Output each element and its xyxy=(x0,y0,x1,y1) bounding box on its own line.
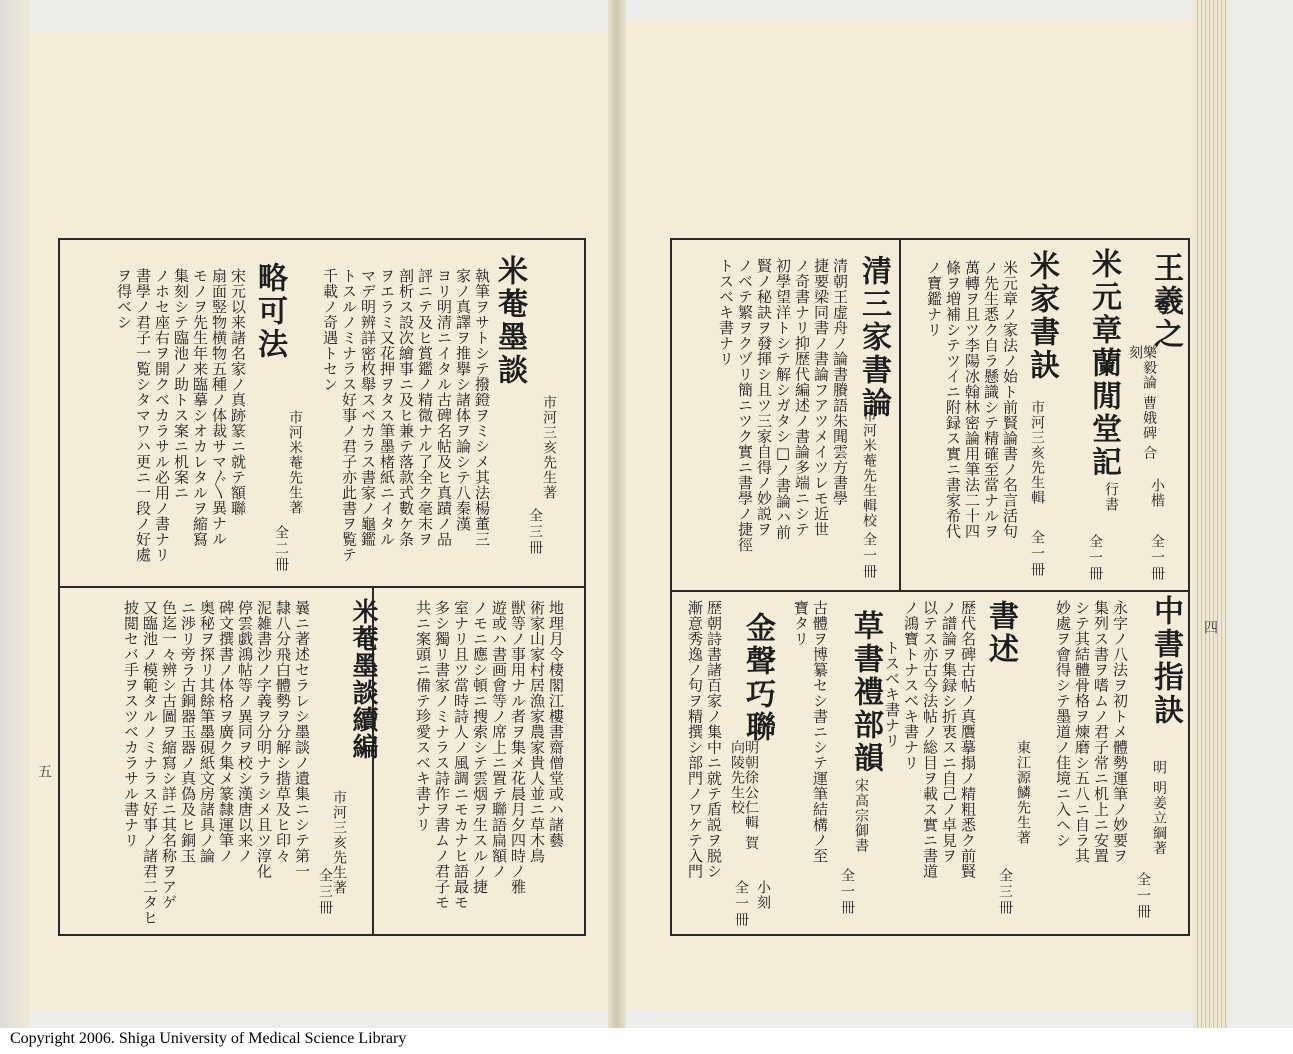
entry-volumes: 全一冊 xyxy=(1087,534,1103,582)
entry-volumes: 全一冊 xyxy=(1149,534,1165,582)
entry-title: 王羲之 xyxy=(1148,252,1183,351)
entry-body-line: 千載ノ奇遇トセン xyxy=(321,268,339,392)
left-horizontal-divider xyxy=(58,586,586,588)
entry-body-line: 初學望洋トシテ解シガタシ□ノ書論ハ前 xyxy=(774,258,792,540)
entry-author: 明朝徐公仁輯 賀向陵先生校 xyxy=(729,740,759,851)
entry-title: 米菴墨談 xyxy=(492,255,527,387)
entry-title: 金聲巧聯 xyxy=(740,612,775,744)
entry-title: 清三家書論 xyxy=(856,255,891,420)
entry-body-line: シテ其結體骨格ヲ煉磨シ五八ニ自ラ其 xyxy=(1073,600,1091,864)
entry-body-line: 曩ニ著述セラレシ墨談ノ遺集ニシテ第一 xyxy=(293,600,311,879)
entry-body-line: 色迄一々辨シ古圖ヲ縮寫シ詳ニ其名称ヲアゲ xyxy=(160,600,178,910)
entry-body-line: 多シ獨リ書家ノミナラス詩作ヲ書ムノ君子モ xyxy=(433,600,451,910)
entry-body-line: ノ奇書ナリ抑歴代編述ノ書論多端ニシテ xyxy=(793,258,811,537)
entry-author: 市河三亥先生輯 xyxy=(1029,400,1045,505)
entry-volumes: 全三冊 xyxy=(527,508,543,556)
entry-body-line: ノホセ座右ヲ開クベカラサル必用ノ書ナリ xyxy=(153,268,171,563)
entry-body-line: マデ明辨詳密枚舉スベカラス書家ノ龜鑑 xyxy=(359,268,377,547)
entry-body-line: 集列ス書ヲ嗜ムノ君子常ニ机上ニ安置 xyxy=(1092,600,1110,864)
entry-body-line: 執筆ヲサトシテ撥鐙ヲミシメ其法楊董三 xyxy=(473,268,491,547)
entry-title: 略可法 xyxy=(252,262,287,361)
entry-author: 市河三亥先生著 xyxy=(331,790,347,895)
entry-title: 中書指訣 xyxy=(1148,595,1183,727)
left-book-edge xyxy=(0,0,30,1028)
entry-author: 市河米菴先生輯校 xyxy=(861,408,877,528)
entry-body-line: 歴朝詩書諸百家ノ集中ニ就テ盾説ヲ脱シ xyxy=(705,600,723,879)
entry-author: 明 明姜立綱著 xyxy=(1151,760,1167,856)
entry-body-line: 米元章ノ家法ノ始ト前賢論書ノ名言活句 xyxy=(1001,260,1019,539)
book-spine xyxy=(608,0,626,1028)
entry-body-line: 書學ノ君子一覧シタマワハ更ニ一段ノ好處 xyxy=(134,268,152,563)
entry-volumes: 全一冊 xyxy=(1135,872,1151,920)
entry-volumes: 全一冊 xyxy=(839,868,855,916)
entry-body-line: モノヲ先生年来臨摹シオカレタルヲ縮寫 xyxy=(191,268,209,547)
entry-author: 東江源鱗先生著 xyxy=(1015,740,1031,845)
entry-body-line: 以テス亦古今法帖ノ総目ヲ載ス實ニ書道 xyxy=(921,600,939,879)
entry-body-line: 又臨池ノ模範タルノミナラス好事ノ諸君二タヒ xyxy=(141,600,159,926)
entry-author: 市河米菴先生著 xyxy=(287,410,303,515)
entry-body-line: 妙處ヲ會得シテ墨道ノ佳境ニ入ヘシ xyxy=(1054,600,1072,848)
entry-body-line: 捷要梁同書ノ書論フアツメイツレモ近世 xyxy=(812,258,830,537)
entry-body-line: 術家山家村居漁家農家貴人並ニ草木鳥 xyxy=(528,600,546,864)
entry-subtitle: 樂毅論 曹娥碑 合刻 xyxy=(1127,345,1157,461)
entry-body-line: 宋元以来諸名家ノ真跡篆ニ就テ額聯 xyxy=(229,268,247,516)
entry-body-line: 室ナリ且ツ當時詩人ノ風調ニモカナヒ語最モ xyxy=(452,600,470,910)
entry-body-line: 萬轉ヲ且ツ李陽冰翰林密論用筆法二十四 xyxy=(963,260,981,539)
entry-script: 行書 xyxy=(1103,482,1119,512)
entry-body-line: トスルノミナラス好事ノ君子亦此書ヲ覧テ xyxy=(340,268,358,563)
entry-volumes: 全一冊 xyxy=(1029,530,1045,578)
entry-script: 小楷 xyxy=(1149,478,1165,508)
entry-body-line: 碑文撰書ノ体格ヲ廣ク集メ篆隸運筆ノ xyxy=(217,600,235,864)
entry-body-line: 永字ノ八法ヲ初トメ體勢運筆ノ妙要ヲ xyxy=(1111,600,1129,864)
entry-body-line: 條ヲ増補シテツイニ附録ス實ニ書家希代 xyxy=(944,260,962,539)
right-horizontal-divider xyxy=(670,590,1190,592)
entry-title: 米家書訣 xyxy=(1024,250,1059,382)
entry-volumes: 全三冊 xyxy=(317,868,333,916)
entry-volumes: 全一冊 xyxy=(861,532,877,580)
entry-title: 米菴墨談續編 xyxy=(348,598,378,760)
entry-volumes: 全一冊 xyxy=(733,880,749,928)
entry-body-line: ノ寶鑑ナリ xyxy=(925,260,943,338)
entry-body-line: ヨリ明清ニイタル古碑名帖及ヒ真蹟ノ品 xyxy=(435,268,453,547)
right-page-stack xyxy=(1194,0,1228,1028)
right-folio: 四 xyxy=(1202,620,1218,634)
entry-body-line: 奥秘ヲ探リ其餘筆墨硯紙文房諸具ノ論 xyxy=(198,600,216,864)
entry-body-line: トスベキ書ナリ xyxy=(883,640,901,749)
entry-body-line: 家ノ真譯ヲ推擧シ諸体ヲ論シテ八秦漢 xyxy=(454,268,472,532)
entry-body-line: ノモニ應シ頓ニ搜索シテ雲烟ヲ生スルノ捷 xyxy=(471,600,489,895)
copyright-notice: Copyright 2006. Shiga University of Medical Science Library xyxy=(10,1030,407,1047)
entry-script: 小刻 xyxy=(755,880,771,910)
entry-body-line: 寶タリ xyxy=(792,600,810,647)
entry-body-line: 集刻シテ臨池ノ助トス案ニ机案ニ xyxy=(172,268,190,501)
entry-body-line: ノ先生悉ク自ラ懸識シテ精確至當ナルヲ xyxy=(982,260,1000,539)
entry-body-line: ヲ得ベシ xyxy=(115,268,133,330)
entry-body-line: ノベテ繁ヲクヅリ簡ニツク實ニ書學ノ捷徑 xyxy=(736,258,754,553)
entry-body-line: 共ニ案頭ニ備テ珍愛スベキ書ナリ xyxy=(414,600,432,833)
entry-author: 市河三亥先生著 xyxy=(541,395,557,500)
entry-title: 草書禮部韻 xyxy=(848,610,883,775)
entry-title: 米元章蘭閒堂記 xyxy=(1086,248,1121,479)
entry-body-line: 剖析ス設次繪事ニ及ヒ兼テ落款式數ケ条 xyxy=(397,268,415,547)
entry-body-line: 清朝王虚舟ノ論書賸語朱聞雲方書學 xyxy=(831,258,849,506)
entry-body-line: 扇面竪物横物五種ノ体裁サマ〴〵異ナル xyxy=(210,268,228,547)
entry-body-line: ノ譜論ヲ集録シ折衷スニ自己ノ卓見ヲ xyxy=(940,600,958,864)
entry-body-line: 停雲戯鴻帖等ノ異同ヲ校シ漢唐以来ノ xyxy=(236,600,254,864)
entry-author: 宋高宗御書 xyxy=(853,778,869,853)
entry-body-line: 地理月令棲閣江樓書齋僧堂或ハ諸藝 xyxy=(547,600,565,848)
entry-volumes: 全三冊 xyxy=(997,868,1013,916)
entry-title: 書述 xyxy=(983,600,1018,666)
entry-volumes: 全二冊 xyxy=(273,525,289,573)
right-upper-divider xyxy=(899,238,901,590)
entry-body-line: ヲエラミ又花押ヲタス筆墨楮紙ニイタル xyxy=(378,268,396,547)
entry-body-line: ニ渉リ旁ラ古銅器玉器ノ真偽及ヒ銅玉 xyxy=(179,600,197,864)
entry-body-line: ノ鴻寶トナスベキ書ナリ xyxy=(902,600,920,771)
entry-body-line: 遊或ハ書画會等ノ席上ニ置テ聯語扁額ノ xyxy=(490,600,508,879)
entry-body-line: 古體ヲ博纂セシ書ニシテ運筆結構ノ至 xyxy=(811,600,829,864)
entry-body-line: 隸八分飛白體勢ヲ分解シ揩草及ヒ印々 xyxy=(274,600,292,864)
left-folio: 五 xyxy=(36,764,52,778)
entry-body-line: 歴代名碑古帖ノ真贋摹搨ノ精粗悉ク前賢 xyxy=(959,600,977,879)
entry-body-line: 漸意秀逸ノ句ヲ精撰シ部門ノワケテ入門 xyxy=(686,600,704,879)
entry-body-line: 披閲セバ手ヲスツベカラサル書ナリ xyxy=(122,600,140,848)
entry-body-line: トスベキ書ナリ xyxy=(717,258,735,367)
entry-body-line: 泥雑書沙ノ字義ヲ分明ナラシメ且ツ淳化 xyxy=(255,600,273,879)
entry-body-line: 獣等ノ事用ナル者ヲ集メ花晨月夕四時ノ雅 xyxy=(509,600,527,895)
entry-body-line: 評ニテ及ヒ賞鑑ノ精微ナル了全ク毫末ヲ xyxy=(416,268,434,547)
entry-body-line: 賢ノ秘訣ヲ發揮シ且ツ三家自得ノ妙説ヲ xyxy=(755,258,773,537)
